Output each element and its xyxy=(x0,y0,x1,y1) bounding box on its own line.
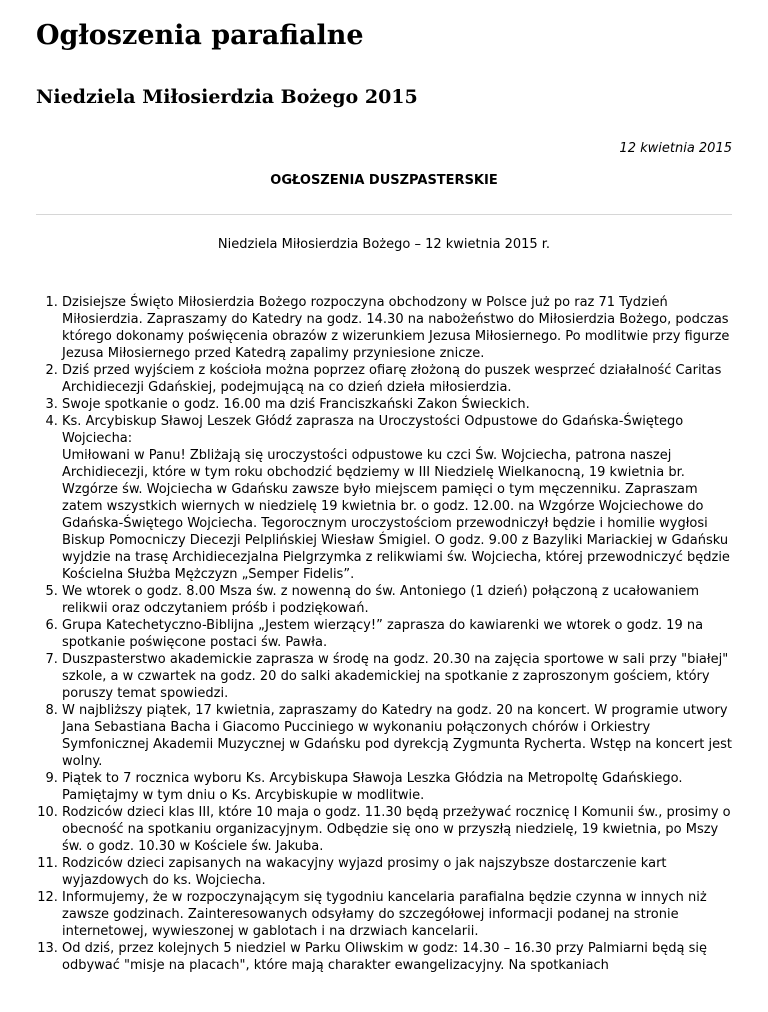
section-title: OGŁOSZENIA DUSZPASTERSKIE xyxy=(270,173,498,188)
page-title: Ogłoszenia parafialne xyxy=(36,20,364,51)
announcement-item: 9. Piątek to 7 rocznica wyboru Ks. Arcybiskupa Sławoja Leszka Głódzia na Metropoltę Gdańskiego. Pamiętajmy w tym dniu o Ks. Arcybiskupie w modlitwie. xyxy=(62,770,732,804)
announcement-item: 4. Ks. Arcybiskup Sławoj Leszek Głódź zaprasza na Uroczystości Odpustowe do Gdańska-Świętego Wojciecha: Umiłowani w Panu! Zbliżają się uroczystości odpustowe ku czci Św. Wojciecha, patrona naszej Archidiecezji, które w tym roku obchodzić będziemy w III Niedzielę Wielkanocną, 19 kwietnia br. Wzgórze św. Wojciecha w Gdańsku zawsze było miejscem pamięci o tym męczenniku. Zapraszam zatem wszystkich wiernych w niedzielę 19 kwietnia br. o godz. 12.00. na Wzgórze Wojciechowe do Gdańska-Świętego Wojciecha. Tegorocznym uroczystościom przewodniczył będzie i homilie wygłosi Biskup Pomocniczy Diecezji Pelplińskiej Wiesław Śmigiel. O godz. 9.00 z Bazyliki Mariackiej w Gdańsku wyjdzie na trasę Archidiecezjalna Pielgrzymka z relikwiami św. Wojciecha, której przewodniczyć będzie Kościelna Służba Mężczyzn „Semper Fidelis”. xyxy=(62,413,732,583)
announcement-item: 7. Duszpasterstwo akademickie zaprasza w środę na godz. 20.30 na zajęcia sportowe w sali przy "białej" szkole, a w czwartek na godz. 20 do salki akademickiej na spotkanie z zaproszonym gościem, który poruszy temat spowiedzi. xyxy=(62,651,732,702)
announcement-item: 5. We wtorek o godz. 8.00 Msza św. z nowenną do św. Antoniego (1 dzień) połączoną z ucałowaniem relikwii oraz odczytaniem próśb i podziękowań. xyxy=(62,583,732,617)
page-subtitle: Niedziela Miłosierdzia Bożego 2015 xyxy=(36,86,418,108)
announcement-item: 1. Dzisiejsze Święto Miłosierdzia Bożego rozpoczyna obchodzony w Polsce już po raz 71 Tydzień Miłosierdzia. Zapraszamy do Katedry na godz. 14.30 na nabożeństwo do Miłosierdzia Bożego, podczas którego dokonamy poświęcenia obrazów z wizerunkiem Jezusa Miłosiernego. Po modlitwie przy figurze Jezusa Miłosiernego przed Katedrą zapalimy przyniesione znicze. xyxy=(62,294,732,362)
document-page xyxy=(0,18,768,974)
announcement-item: 10. Rodziców dzieci klas III, które 10 maja o godz. 11.30 będą przeżywać rocznicę I Komunii św., prosimy o obecność na spotkaniu organizacyjnym. Odbędzie się ono w przyszłą niedzielę, 19 kwietnia, po Mszy św. o godz. 10.30 w Kościele św. Jakuba. xyxy=(62,804,732,855)
announcement-list xyxy=(36,294,732,974)
publication-date: 12 kwietnia 2015 xyxy=(619,141,732,156)
divider xyxy=(36,214,732,215)
announcement-item: 11. Rodziców dzieci zapisanych na wakacyjny wyjazd prosimy o jak najszybsze dostarczenie kart wyjazdowych do ks. Wojciecha. xyxy=(62,855,732,889)
announcement-item: 2. Dziś przed wyjściem z kościoła można poprzez ofiarę złożoną do puszek wesprzeć działalność Caritas Archidiecezji Gdańskiej, podejmującą na co dzień dzieła miłosierdzia. xyxy=(62,362,732,396)
announcement-item: 12. Informujemy, że w rozpoczynającym się tygodniu kancelaria parafialna będzie czynna w innych niż zawsze godzinach. Zainteresowanych odsyłamy do szczegółowej informacji podanej na stronie internetowej, wywieszonej w gablotach i na drzwiach kancelarii. xyxy=(62,889,732,940)
announcement-item: 6. Grupa Katechetyczno-Biblijna „Jestem wierzący!” zaprasza do kawiarenki we wtorek o godz. 19 na spotkanie poświęcone postaci św. Pawła. xyxy=(62,617,732,651)
announcement-item: 8. W najbliższy piątek, 17 kwietnia, zapraszamy do Katedry na godz. 20 na koncert. W programie utwory Jana Sebastiana Bacha i Giacomo Pucciniego w wykonaniu połączonych chórów i Orkiestry Symfonicznej Akademii Muzycznej w Gdańsku pod dyrekcją Zygmunta Rycherta. Wstęp na koncert jest wolny. xyxy=(62,702,732,770)
announcement-item: 3. Swoje spotkanie o godz. 16.00 ma dziś Franciszkański Zakon Świeckich. xyxy=(62,396,732,413)
announcement-item: 13. Od dziś, przez kolejnych 5 niedziel w Parku Oliwskim w godz: 14.30 – 16.30 przy Palmiarni będą się odbywać "misje na placach", które mają charakter ewangelizacyjny. Na spotkaniach xyxy=(62,940,732,974)
section-subtitle: Niedziela Miłosierdzia Bożego – 12 kwietnia 2015 r. xyxy=(217,237,551,252)
